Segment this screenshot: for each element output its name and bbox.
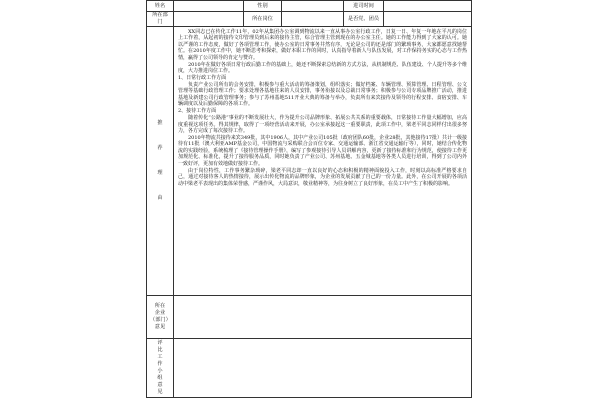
name-label: 姓名 [147,1,174,12]
reason-label: 推 荐 理 由 [147,27,174,296]
committee-opinion-field[interactable] [174,339,472,398]
reason-paragraph: 2010年物流共接待来宾349批，其中1906人，其中产业公司105批（政府团队60批，企业28批，其他接待17批）共计一级接待有11批（澳大利亚AMP基金公司，中国物流与采购联合会百位专家、交通运输部、浙江省交通运输厅等），同时，她结合传化物流的实践经验，系统梳理了《接待管理操作手册》，编写了参观接待引导人员讲解内容，更新了接待标准和行为规范，使接待工作更加规范化、标准化，提升了接待服务品质，同时她负责了产业公司、苏州基地、五金城基地等各类人员进行培训，得到了公司内外一致好评，更加有效地做好接待工作。 [178,135,467,167]
gender-field[interactable] [282,1,344,12]
gender-label: 性别 [244,1,282,12]
form-row-dept-opinion [147,296,472,339]
reason-paragraph: 随着传化“公路港”事业的不断发展壮大，作为提升公司品牌形象、拓展公共关系的重要载体，日常接待工作量大幅增加，应高度重视这项任务。得其规律，取得了一项经营活动来开展，办公室承接起这一重要职责，此项工作中，梁老平同志同样付出很多努力，各方完成了每次接待工作。 [178,115,467,135]
form-table [146,0,472,398]
reason-heading: 2、接待工作方面 [178,108,217,115]
reason-heading: 1、日常行政工作方面 [178,75,227,82]
form-row-reason [147,27,472,296]
department-label: 所在部门 [147,12,174,27]
form-row-committee-opinion [147,339,472,398]
join-date-label: 进司时间 [344,1,384,12]
dept-opinion-label: 所在 企业 （部门） 意见 [147,296,174,339]
name-field[interactable] [174,1,244,12]
reason-paragraph: 2010年在做好各项日常行政后勤工作的基础上，她还不断探索总结新的方式方法，从机制规范、队伍建设、个人提升等多个维度，大力推进岗位工作。 [178,61,467,75]
nomination-form [146,0,471,400]
reason-paragraph: 负责产业公司所有的会务安排，积极参与重大活动的筹备策划，组织落实；做好档案、车辆管理、预算管理、日程管理、公文管理等基础行政管理工作；要求处理各基地往来的人员安排，事务衔接以及总裁日常事务；积极参与公司专项品牌推广活动，推进基地及新建公司行政管理事务；参与了苏州基地511开业大典的筹备与举办，负责所有来宾接待及领导的行程安排、食宿安排、车辆调度以及后勤保障的各项工作。 [178,82,467,108]
reason-paragraph: XX同志已在传化工作11年，02年从集团办公室调到物流以来一直从事办公室行政工作，日复一日、年复一年地在平凡的岗位上工作着，从起初的接待文印管理员到后来的接待主管，综合管理主管到现在的办公室主任。她的工作能力得到了大家的认可。她以严谨的工作态度，做好了各项管理工作，使办公室的日常事务井然有序，无论是公司的还是部门的繁琐事务，大家都愿意找她帮忙。在2010年度工作中，她不断思考和探索，做好本职工作的同时，认真指导着新人与队伍发展，对工作保持务实的心态与工作热情，赢得了公司领导的肯定与赞许。 [178,29,467,61]
join-date-field[interactable] [384,1,472,12]
dept-opinion-field[interactable] [174,296,472,339]
form-row-position [147,12,472,27]
reason-paragraph: 由于岗位特性，工作事务繁杂琐碎，梁老平同志却一直以良好的心态和积极的精神面貌投入工作，时刻以高标准严格要求自己，通过对接待客人的热情接待，展示出传化物流的品牌形象，为企业的发展贡献了自己的一份力量。此外，在公司开展的各项活动中梁老平表现出的集体荣誉感，严谨作风，大局意识，敬业精神等，为往身树立了良好形象，在员工中产生了积极的影响。 [178,167,467,187]
committee-opinion-label: 评 比 工 作 小 组 意 见 [147,339,174,398]
form-row-basic [147,1,472,12]
post-field[interactable] [282,12,344,27]
post-label: 所在岗位 [244,12,282,27]
reason-content [174,27,472,296]
party-member-field[interactable] [384,12,472,27]
department-field[interactable] [174,12,244,27]
party-member-label: 是否党、团员 [344,12,384,27]
